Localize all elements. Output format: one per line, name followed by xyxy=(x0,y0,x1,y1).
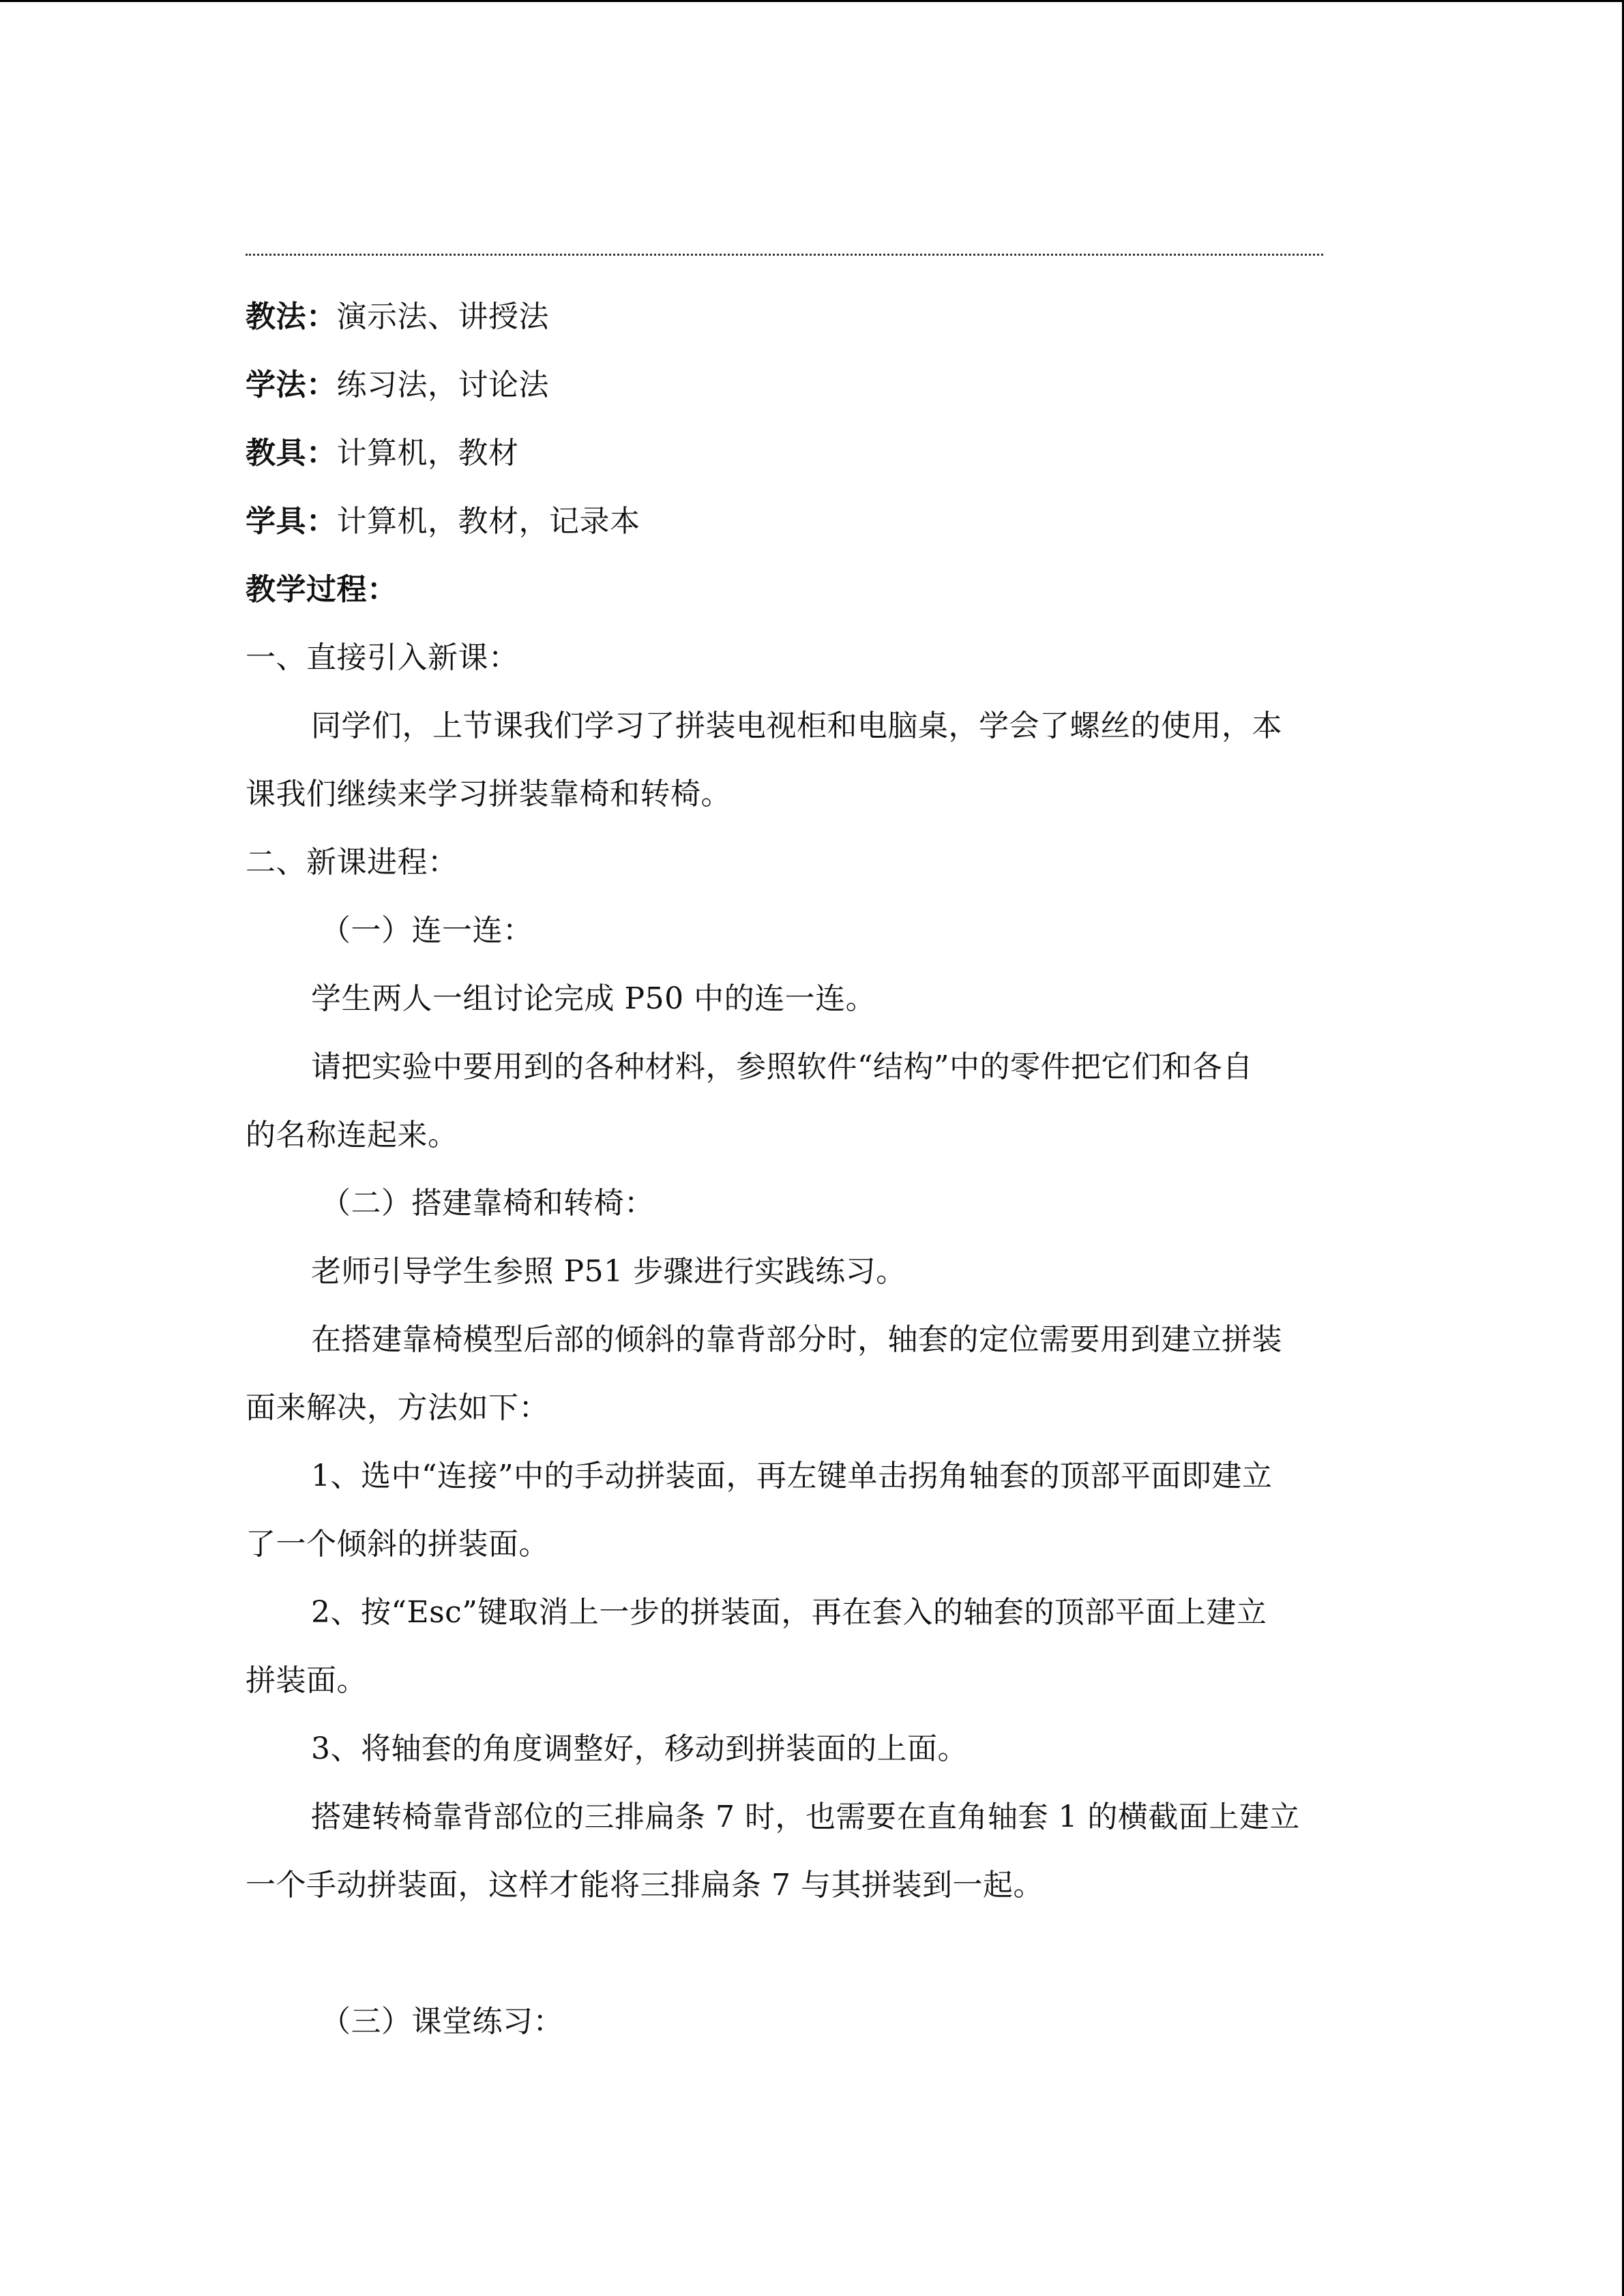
sub2-step-line: 了一个倾斜的拼装面。 xyxy=(246,1527,549,1562)
meta-line-learning-method xyxy=(246,351,1378,419)
sub1-text-line: 请把实验中要用到的各种材料，参照软件“结构”中的零件把它们和各自 xyxy=(311,1049,1253,1084)
sub2-step-line: 3、将轴套的角度调整好，移动到拼装面的上面。 xyxy=(311,1731,968,1766)
header-dotted-rule xyxy=(246,254,1323,256)
section2-heading: 二、新课进程： xyxy=(246,845,458,880)
sub2-step-line: 拼装面。 xyxy=(246,1663,367,1698)
meta-label: 教法： xyxy=(246,299,337,334)
meta-label: 教具： xyxy=(246,436,337,471)
sub2-heading: （二）搭建靠椅和转椅： xyxy=(321,1186,655,1221)
blank-line xyxy=(246,1920,1378,1988)
meta-line-teaching-tools xyxy=(246,419,1378,488)
document-body xyxy=(246,283,1378,2056)
sub2-text-line: 搭建转椅靠背部位的三排扁条 7 时，也需要在直角轴套 1 的横截面上建立 xyxy=(311,1800,1300,1834)
meta-label: 学具： xyxy=(246,504,337,539)
page-border-top xyxy=(0,0,1624,2)
meta-value: 练习法，讨论法 xyxy=(336,368,549,402)
section1-paragraph-line: 课我们继续来学习拼装靠椅和转椅。 xyxy=(246,777,731,811)
sub2-text-line: 在搭建靠椅模型后部的倾斜的靠背部分时，轴套的定位需要用到建立拼装 xyxy=(311,1322,1282,1357)
sub2-text-line: 面来解决，方法如下： xyxy=(246,1390,549,1425)
section1-heading: 一、直接引入新课： xyxy=(246,640,519,675)
meta-line-teaching-method xyxy=(246,283,1378,351)
meta-value: 计算机，教材 xyxy=(336,436,519,471)
meta-line-learning-tools xyxy=(246,488,1378,556)
sub1-text-line: 学生两人一组讨论完成 P50 中的连一连。 xyxy=(311,981,876,1016)
sub2-text-line: 老师引导学生参照 P51 步骤进行实践练习。 xyxy=(311,1254,906,1289)
sub1-text-line: 的名称连起来。 xyxy=(246,1118,458,1152)
process-heading: 教学过程： xyxy=(246,572,398,607)
sub1-heading: （一）连一连： xyxy=(321,913,533,948)
sub3-heading: （三）课堂练习： xyxy=(321,2004,563,2039)
meta-value: 演示法、讲授法 xyxy=(336,299,549,334)
sub2-text-line: 一个手动拼装面，这样才能将三排扁条 7 与其拼装到一起。 xyxy=(246,1868,1044,1903)
meta-value: 计算机，教材，记录本 xyxy=(336,504,640,539)
meta-label: 学法： xyxy=(246,368,337,402)
section1-paragraph-line: 同学们，上节课我们学习了拼装电视柜和电脑桌，学会了螺丝的使用，本 xyxy=(311,709,1282,743)
sub2-step-line: 2、按“Esc”键取消上一步的拼装面，再在套入的轴套的顶部平面上建立 xyxy=(311,1595,1267,1630)
sub2-step-line: 1、选中“连接”中的手动拼装面，再左键单击拐角轴套的顶部平面即建立 xyxy=(311,1459,1273,1493)
